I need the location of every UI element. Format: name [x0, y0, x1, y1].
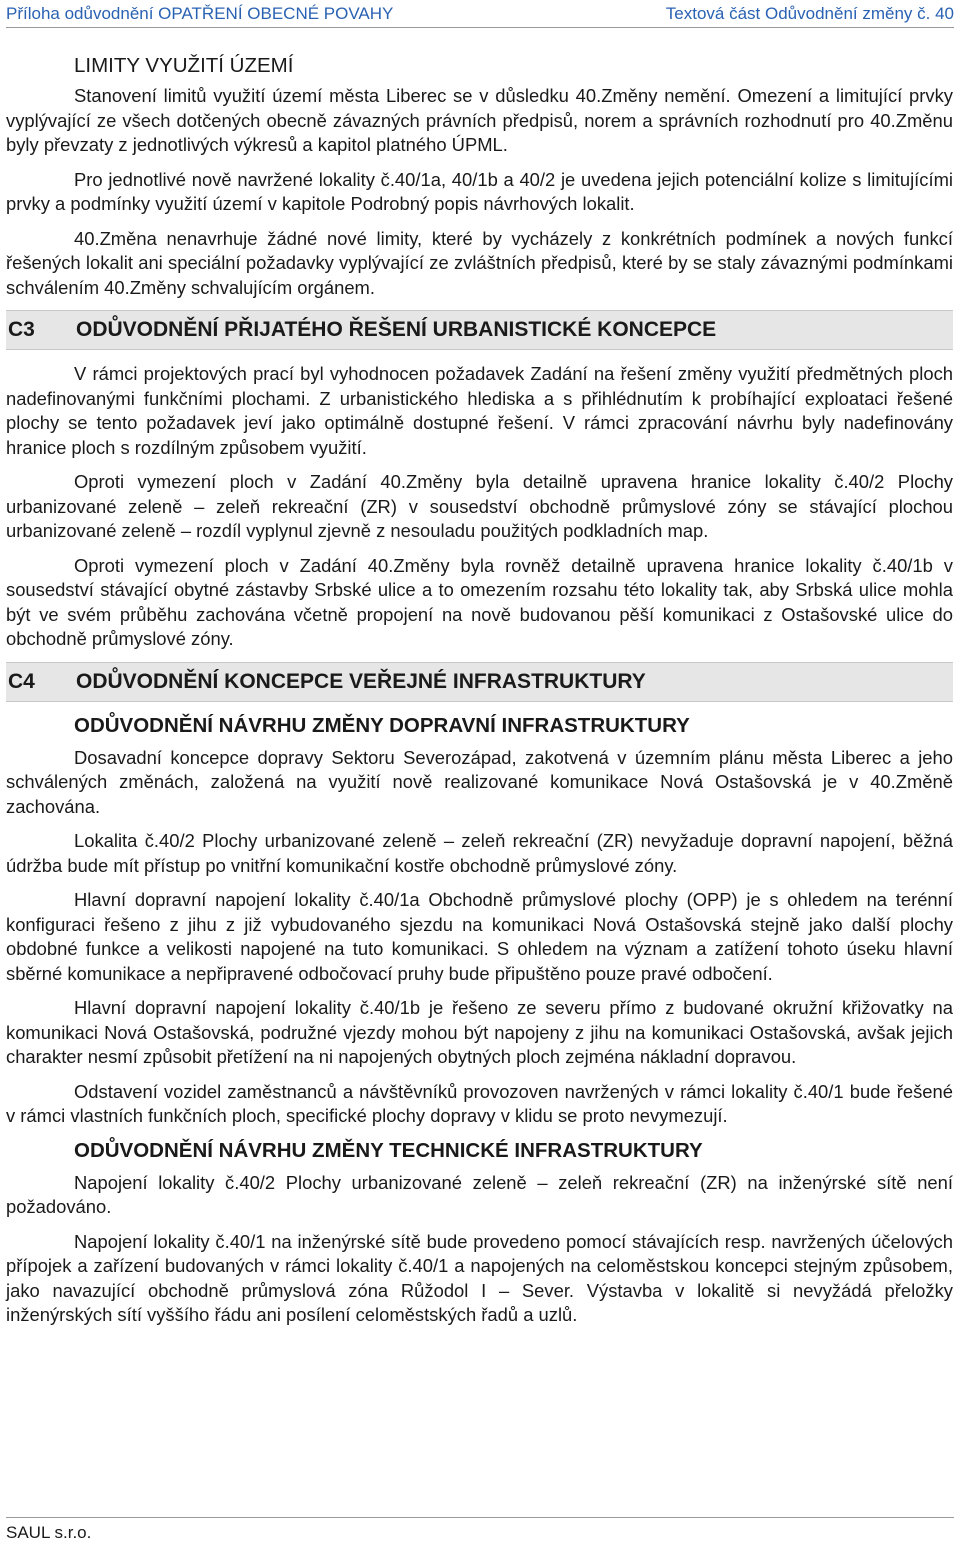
c3-paragraph-2: Oproti vymezení ploch v Zadání 40.Změny byla detailně upravena hranice lokality č.40/2 Plochy urbanizované zeleně – zeleň rekreační (ZR) v sousedství obchodně průmyslové zóny se stávající plochou urbanizované zeleně – rozdíl vyplynul zjevně z nesouladu použitých podkladních map. — [6, 471, 953, 541]
c3-paragraph-1: V rámci projektových prací byl vyhodnocen požadavek Zadání na řešení změny využití předmětných ploch nadefinovanými funkčními plochami. Z urbanistického hlediska a s přihlédnutím k probíhající exploataci řešené plochy se tento požadavek jeví jako optimálně dostupné řešení. V rámci zpracování návrhu byly nadefinovány hranice ploch s rozdílným způsobem využití. — [6, 363, 953, 458]
limity-paragraph-1: Stanovení limitů využití území města Liberec se v důsledku 40.Změny nemění. Omezení a limitující prvky vyplývající ze všech dotčených obecně závazných právních předpisů, norem a správních rozhodnutí pro 40.Změnu byly převzaty z jednotlivých výkresů a kapitol platného ÚPML. — [6, 85, 953, 155]
running-header — [6, 4, 954, 26]
section-title: ODŮVODNĚNÍ PŘIJATÉHO ŘEŠENÍ URBANISTICKÉ KONCEPCE — [76, 318, 717, 341]
section-c4-heading — [6, 662, 953, 702]
document-body — [6, 54, 953, 1338]
footer-company: SAUL s.r.o. — [6, 1523, 92, 1542]
limity-paragraph-2: Pro jednotlivé nově navržené lokality č.40/1a, 40/1b a 40/2 je uvedena jejich potenciální kolize s limitujícími prvky a podmínky využití území v kapitole Podrobný popis návrhových lokalit. — [6, 168, 953, 214]
footer-rule — [6, 1517, 954, 1518]
section-number: C3 — [8, 318, 35, 341]
dopravni-paragraph-2: Lokalita č.40/2 Plochy urbanizované zeleně – zeleň rekreační (ZR) nevyžaduje dopravní napojení, běžná údržba bude mít přístup po vnitřní komunikační kostře obchodně průmyslové zóny. — [6, 830, 953, 876]
section-number: C4 — [8, 669, 35, 693]
dopravni-paragraph-1: Dosavadní koncepce dopravy Sektoru Severozápad, zakotvená v územním plánu města Liberec a jeho schválených změnách, založená na využití nově realizované komunikace Nová Ostašovská je v 40.Změně zachována. — [6, 746, 953, 817]
dopravni-paragraph-5: Odstavení vozidel zaměstnanců a návštěvníků provozoven navržených v rámci lokality č.40/1 bude řešené v rámci vlastních funkčních ploch, specifické plochy dopravy v klidu se proto nevymezují. — [6, 1080, 953, 1126]
dopravni-heading: ODŮVODNĚNÍ NÁVRHU ZMĚNY DOPRAVNÍ INFRASTRUKTURY — [74, 713, 690, 737]
header-rule — [6, 27, 954, 28]
header-right: Textová část Odůvodnění změny č. 40 — [665, 4, 954, 23]
technicka-paragraph-1: Napojení lokality č.40/2 Plochy urbanizované zeleně – zeleň rekreační (ZR) na inženýrské sítě není požadováno. — [6, 1171, 953, 1217]
section-c3-heading — [6, 310, 953, 350]
technicka-paragraph-2: Napojení lokality č.40/1 na inženýrské sítě bude provedeno pomocí stávajících resp. navržených účelových přípojek a zařízení budovaných v rámci lokality č.40/1 a napojených na celoměstskou koncepci stejným způsobem, jako navazující obchodně průmyslová zóna Růžodol I – Sever. Výstavba v lokalitě si nevyžádá přeložky inženýrských sítí vyššího řádu ani posílení celoměstských řadů a uzlů. — [6, 1230, 953, 1325]
limity-paragraph-3: 40.Změna nenavrhuje žádné nové limity, které by vycházely z konkrétních podmínek a nových funkcí řešených lokalit ani speciální požadavky vyplývající ze zvláštních předpisů, které by se staly závaznými podmínkami schválením 40.Změny schvalujícím orgánem. — [6, 227, 953, 298]
header-left: Příloha odůvodnění OPATŘENÍ OBECNÉ POVAHY — [6, 4, 394, 23]
section-title: ODŮVODNĚNÍ KONCEPCE VEŘEJNÉ INFRASTRUKTURY — [76, 669, 646, 693]
limity-heading: LIMITY VYUŽITÍ ÚZEMÍ — [74, 54, 294, 77]
c3-paragraph-3: Oproti vymezení ploch v Zadání 40.Změny byla rovněž detailně upravena hranice lokality č.40/1b v sousedství stávající obytné zástavby Srbské ulice a to omezením rozsahu této lokality tak, aby Srbská ulice mohla být ve svém průběhu zachována včetně propojení na nově budovanou pěší komunikaci z Ostašovské ulice do obchodně průmyslové zóny. — [6, 554, 953, 649]
technicka-heading: ODŮVODNĚNÍ NÁVRHU ZMĚNY TECHNICKÉ INFRASTRUKTURY — [74, 1138, 703, 1162]
dopravni-paragraph-3: Hlavní dopravní napojení lokality č.40/1a Obchodně průmyslové plochy (OPP) je s ohledem na terénní konfiguraci řešeno z jihu z již vybudovaného sjezdu na komunikaci Nová Ostašovská stejně jako další plochy obdobné funkce a velikosti napojené na tuto komunikaci. S ohledem na význam a zatížení tohoto úseku hlavní sběrné komunikace a nepřipravené odbočovací pruhy bude připuštěno pouze pravé odbočení. — [6, 889, 953, 984]
dopravni-paragraph-4: Hlavní dopravní napojení lokality č.40/1b je řešeno ze severu přímo z budované okružní křižovatky na komunikaci Nová Ostašovská, podružné vjezdy mohou být napojeny z jihu na komunikaci Ostašovská, avšak jejich charakter nesmí způsobit přetížení na ni napojených obytných ploch zejména nákladní dopravou. — [6, 997, 953, 1067]
